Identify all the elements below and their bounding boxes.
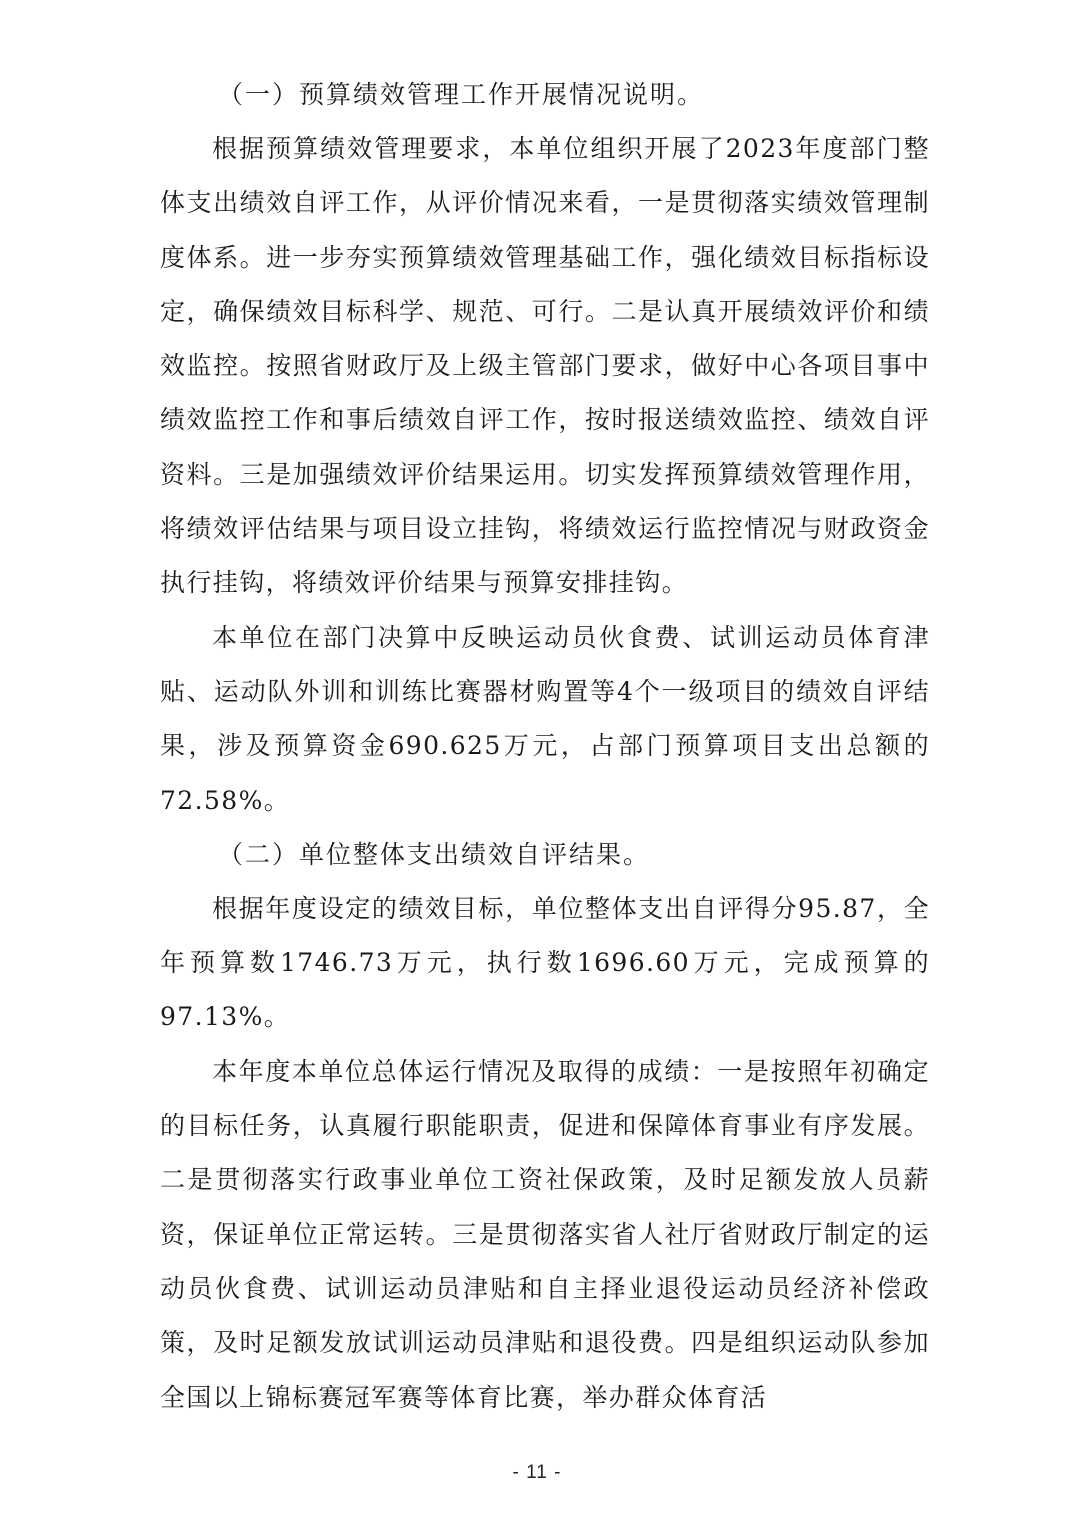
paragraph-annual-achievements: 本年度本单位总体运行情况及取得的成绩：一是按照年初确定的目标任务，认真履行职能职责，促进和保障体育事业有序发展。二是贯彻落实行政事业单位工资社保政策，及时足额发放人员薪资，保证单位正常运转。三是贯彻落实省人社厅省财政厅制定的运动员伙食费、试训运动员津贴和自主择业退役运动员经济补偿政策，及时足额发放试训运动员津贴和退役费。四是组织运动队参加全国以上锦标赛冠军赛等体育比赛，举办群众体育活 — [160, 1056, 930, 1412]
paragraph-self-evaluation-score: 根据年度设定的绩效目标，单位整体支出自评得分95.87，全年预算数1746.73万元，执行数1696.60万元，完成预算的97.13%。 — [160, 893, 930, 1032]
page-number: - 11 - — [512, 1462, 562, 1483]
section-heading-1: （一）预算绩效管理工作开展情况说明。 — [218, 80, 705, 109]
paragraph-performance-management: 根据预算绩效管理要求，本单位组织开展了2023年度部门整体支出绩效自评工作，从评价情况来看，一是贯彻落实绩效管理制度体系。进一步夯实预算绩效管理基础工作，强化绩效目标指标设定，确保绩效目标科学、规范、可行。二是认真开展绩效评价和绩效监控。按照省财政厅及上级主管部门要求，做好中心各项目事中绩效监控工作和事后绩效自评工作，按时报送绩效监控、绩效自评资料。三是加强绩效评价结果运用。切实发挥预算绩效管理作用，将绩效评估结果与项目设立挂钩，将绩效运行监控情况与财政资金执行挂钩，将绩效评价结果与预算安排挂钩。 — [160, 134, 930, 598]
document-body — [160, 68, 930, 1425]
paragraph-project-results: 本单位在部门决算中反映运动员伙食费、试训运动员体育津贴、运动队外训和训练比赛器材购置等4个一级项目的绩效自评结果，涉及预算资金690.625万元，占部门预算项目支出总额的72.58%。 — [160, 622, 930, 815]
section-heading-2: （二）单位整体支出绩效自评结果。 — [218, 839, 651, 869]
